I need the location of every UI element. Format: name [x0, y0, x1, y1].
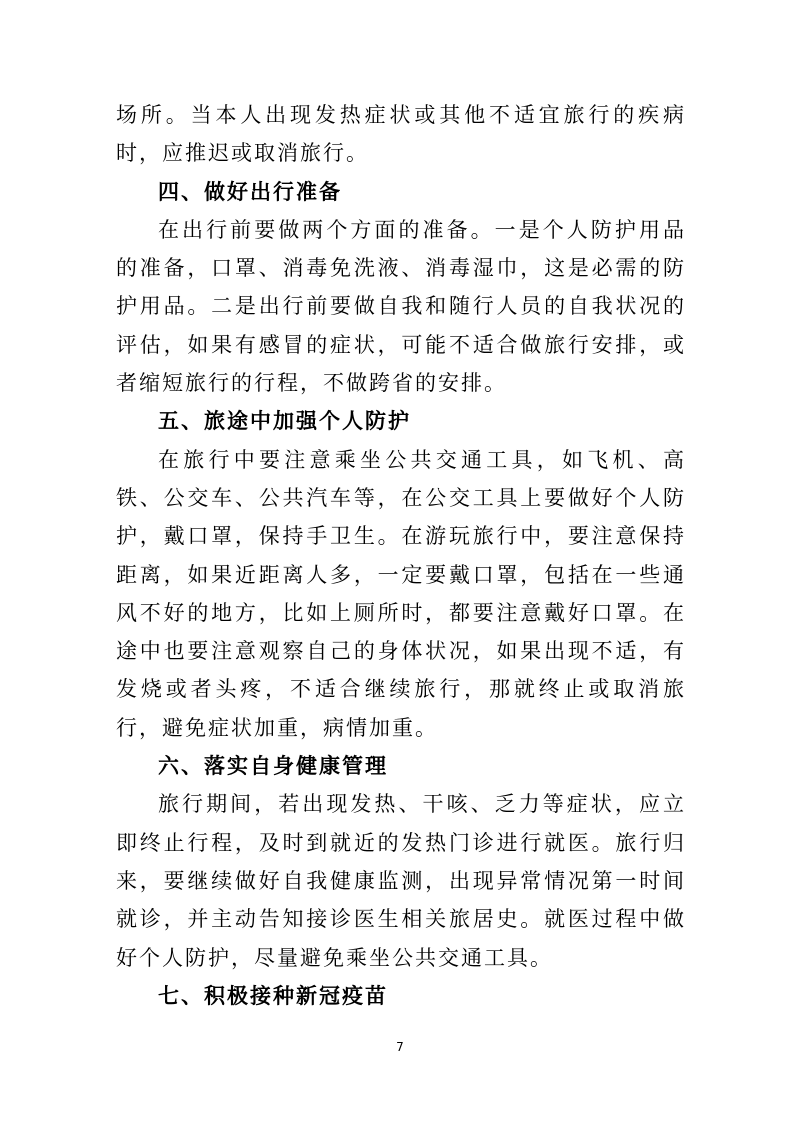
paragraph-continuation: 场所。当本人出现发热症状或其他不适宜旅行的疾病时，应推迟或取消旅行。 [116, 103, 686, 166]
page-number: 7 [396, 1040, 404, 1054]
section-heading-5: 五、旅途中加强个人防护 [158, 409, 411, 434]
paragraph-section-4: 在出行前要做两个方面的准备。一是个人防护用品的准备，口罩、消毒免洗液、消毒湿巾，这是必需的防护用品。二是出行前要做自我和随行人员的自我状况的评估，如果有感冒的症状，可能不适合做旅行安排，或者缩短旅行的行程，不做跨省的安排。 [116, 217, 686, 396]
paragraph-section-6: 旅行期间，若出现发热、干咳、乏力等症状，应立即终止行程，及时到就近的发热门诊进行就医。旅行归来，要继续做好自我健康监测，出现异常情况第一时间就诊，并主动告知接诊医生相关旅居史。就医过程中做好个人防护，尽量避免乘坐公共交通工具。 [116, 792, 686, 970]
section-heading-4: 四、做好出行准备 [158, 179, 342, 204]
document-body [116, 96, 686, 1015]
section-heading-6: 六、落实自身健康管理 [158, 754, 388, 779]
paragraph-section-5: 在旅行中要注意乘坐公共交通工具，如飞机、高铁、公交车、公共汽车等，在公交工具上要做好个人防护，戴口罩，保持手卫生。在游玩旅行中，要注意保持距离，如果近距离人多，一定要戴口罩，包括在一些通风不好的地方，比如上厕所时，都要注意戴好口罩。在途中也要注意观察自己的身体状况，如果出现不适，有发烧或者头疼，不适合继续旅行，那就终止或取消旅行，避免症状加重，病情加重。 [116, 447, 686, 740]
section-heading-7: 七、积极接种新冠疫苗 [158, 983, 388, 1008]
